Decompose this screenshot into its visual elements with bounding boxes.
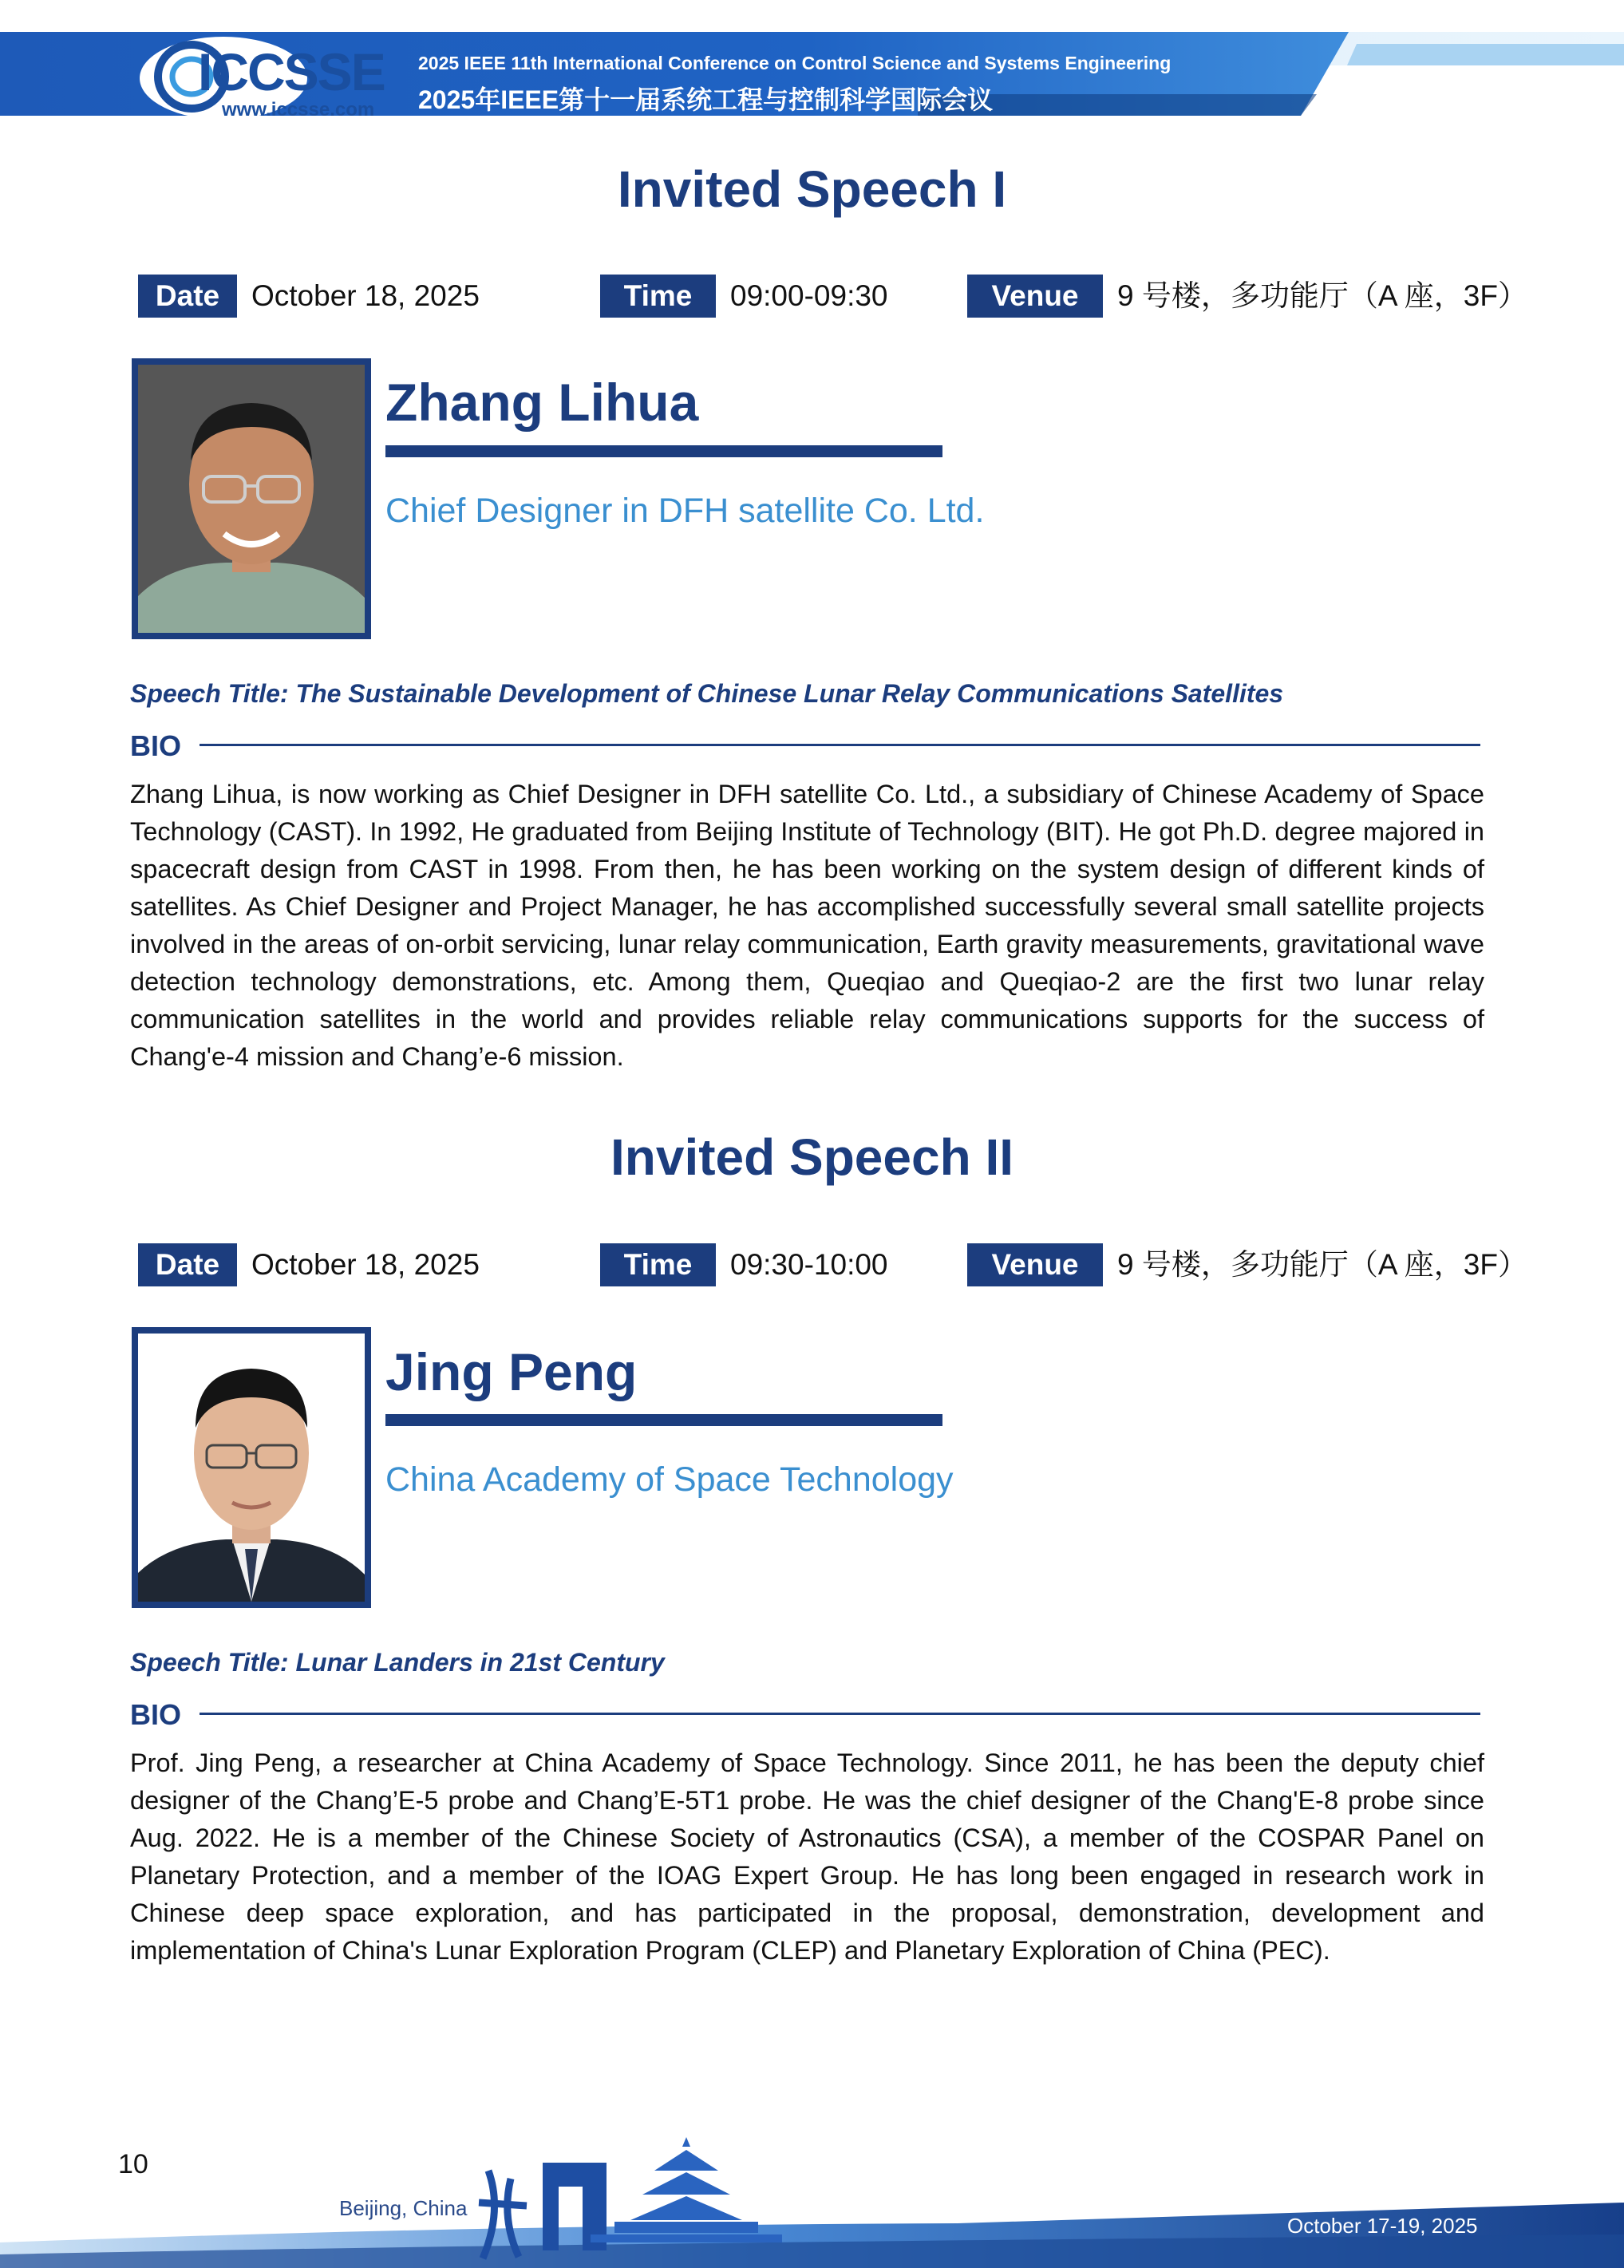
bio-label: BIO <box>130 1698 182 1731</box>
venue-label: Venue <box>967 1243 1103 1286</box>
name-underline <box>385 1414 942 1426</box>
logo-text: ICCSSE <box>198 42 385 101</box>
bio-label: BIO <box>130 729 182 762</box>
date-label: Date <box>138 1243 237 1286</box>
speech-title: Speech Title: The Sustainable Development of Chinese Lunar Relay Communications Satellites <box>130 679 1284 708</box>
time-label: Time <box>600 1243 716 1286</box>
footer-dates: October 17-19, 2025 <box>1287 2214 1478 2238</box>
speaker-affiliation: China Academy of Space Technology <box>385 1460 954 1499</box>
logo-url: www.iccsse.com <box>222 99 375 121</box>
section-title-speech-2: Invited Speech II <box>610 1128 1014 1186</box>
conference-title-cn: 2025年IEEE第十一届系统工程与控制科学国际会议 <box>418 85 994 114</box>
footer-graphic <box>0 2123 1624 2268</box>
bio-text: Prof. Jing Peng, a researcher at China Academy of Space Technology. Since 2011, he has been the deputy chief designer of the Chang’E-5 probe and Chang’E-5T1 probe. He was the chief designer of the Chang'E-8 probe since Aug. 2022. He is a member of the Chinese Society of Astronautics (CSA), a member of the COSPAR Panel on Planetary Protection, and a member of the IOAG Expert Group. He has long been engaged in research work in Chinese deep space exploration, and has participated in the proposal, demonstration, development and implementation of China's Lunar Exploration Program (CLEP) and Planetary Exploration of China (PEC). <box>130 1748 1484 1965</box>
speaker-name: Zhang Lihua <box>385 373 699 432</box>
bio-text: Zhang Lihua, is now working as Chief Designer in DFH satellite Co. Ltd., a subsidiary of Chinese Academy of Space Technology (CAST). In 1992, He graduated from Beijing Institute of Technology (BIT). He got Ph.D. degree majored in spacecraft design from CAST in 1998. From then, he has been working on the system design of different kinds of satellites. As Chief Designer and Project Manager, he has accomplished successfully several small satellite projects involved in the areas of on-orbit servicing, lunar relay communication, Earth gravity measurements, gravitational wave detection technology demonstrations, etc. Among them, Queqiao and Queqiao-2 are the first two lunar relay communication satellites in the world and provides reliable relay communications supports for the success of Chang'e-4 mission and Chang’e-6 mission. <box>130 780 1484 1071</box>
header-banner <box>0 0 1624 128</box>
bio-divider <box>200 744 1480 746</box>
portrait-image <box>138 1334 365 1602</box>
conference-title-en: 2025 IEEE 11th International Conference on Control Science and Systems Engineering <box>418 53 1172 73</box>
page-number: 10 <box>118 2149 148 2179</box>
name-underline <box>385 445 942 457</box>
date-label: Date <box>138 275 237 318</box>
date-value: October 18, 2025 <box>251 279 480 312</box>
speech-title: Speech Title: Lunar Landers in 21st Century <box>130 1648 665 1677</box>
time-label: Time <box>600 275 716 318</box>
portrait-image <box>138 365 365 633</box>
speaker-photo-jing-peng <box>132 1327 371 1608</box>
venue-value: 9 号楼，多功能厅（A 座，3F） <box>1117 279 1527 312</box>
bio-divider <box>200 1713 1480 1715</box>
speaker-photo-zhang-lihua <box>132 358 371 639</box>
date-value: October 18, 2025 <box>251 1248 480 1281</box>
speaker-affiliation: Chief Designer in DFH satellite Co. Ltd. <box>385 492 985 530</box>
venue-value: 9 号楼，多功能厅（A 座，3F） <box>1117 1248 1527 1281</box>
speaker-name: Jing Peng <box>385 1342 638 1401</box>
footer-city: Beijing, China <box>339 2196 468 2220</box>
section-title-speech-1: Invited Speech I <box>617 160 1007 218</box>
time-value: 09:00-09:30 <box>730 279 888 312</box>
time-value: 09:30-10:00 <box>730 1248 888 1281</box>
venue-label: Venue <box>967 275 1103 318</box>
